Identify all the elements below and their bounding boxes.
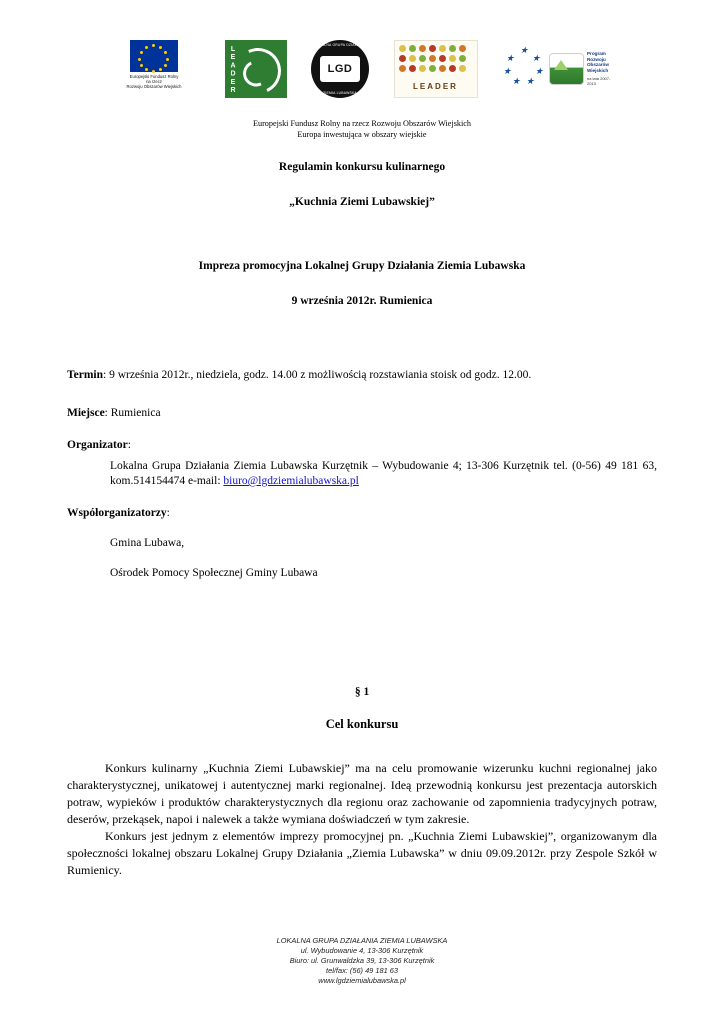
leader-logo: [225, 40, 287, 98]
document-details: [67, 368, 657, 581]
organizer-row: [67, 438, 657, 453]
prow-logo-label: Program Rozwoju Obszarów Wiejskich na lata 2007-2013: [587, 51, 618, 87]
paragraph-2: Konkurs jest jednym z elementów imprezy promocyjnej pn. „Kuchnia Ziemi Lubawskiej”, organizowanym dla społeczności lokalnej obszaru Lokalnej Grupy Działania „Ziemia Lubawska” w dniu 09.09.2012r. przy Zespole Szkół w Rumienicy.: [67, 829, 657, 877]
document-title-block: [0, 160, 724, 308]
prow-logo: [502, 41, 618, 97]
organizer-colon: :: [127, 439, 131, 451]
place-row: [67, 406, 657, 421]
organizer-email-link[interactable]: biuro@lgdziemialubawska.pl: [223, 475, 359, 487]
coorganizer-item-1: Gmina Lubawa,: [110, 537, 185, 549]
footer-line-4: tel/fax: (56) 49 181 63: [326, 966, 398, 975]
footer-line-3: Biuro: ul. Grunwaldzka 39, 13-306 Kurzętnik: [289, 956, 435, 965]
lgd-logo-label: LGD: [320, 56, 360, 82]
page-subtitle: „Kuchnia Ziemi Lubawskiej”: [289, 196, 435, 208]
prow-logo-sublabel: na lata 2007-2013: [586, 75, 611, 87]
event-date-place: 9 września 2012r. Rumienica: [291, 295, 433, 307]
eu-stars-icon: [130, 40, 178, 72]
page-footer: [0, 936, 724, 986]
eu-motto-line-2: Europa inwestująca w obszary wiejskie: [297, 130, 427, 139]
leader-dots-logo: [394, 40, 478, 98]
eu-motto: [0, 118, 724, 140]
footer-line-2: ul. Wybudowanie 4, 13-306 Kurzętnik: [300, 946, 424, 955]
prow-landscape-icon: [549, 53, 584, 85]
organizer-label: Organizator: [67, 439, 128, 451]
eu-efrrow-logo: [108, 40, 200, 98]
coorganizers-label: Współorganizatorzy: [67, 507, 167, 519]
prow-stars-icon: ★ ★ ★ ★ ★ ★ ★: [503, 45, 544, 86]
section-heading: Cel konkursu: [325, 717, 399, 731]
footer-line-5: www.lgdziemialubawska.pl: [318, 976, 406, 985]
coorganizer-item-2: Ośrodek Pomocy Społecznej Gminy Lubawa: [110, 567, 318, 579]
term-value: : 9 września 2012r., niedziela, godz. 14.00 z możliwością rozstawiania stoisk od godz. 12.00.: [103, 369, 532, 381]
leader-dots-label: LEADER: [413, 82, 458, 91]
paragraph-1: Konkurs kulinarny „Kuchnia Ziemi Lubawskiej” ma na celu promowanie wizerunku kuchni regionalnej jako charakterystycznej, unikatowej i autentycznej marki regionalnej. Ideą przewodnią konkursu jest prezentacja autorskich potraw, wypieków i produktów charakterystycznych dla regionu oraz zachowanie od zapomnienia tradycyjnych potraw, deserów, przekąsek, napoi i nalewek a także wymiana doświadczeń w tym zakresie.: [67, 761, 657, 826]
organizer-address: Lokalna Grupa Działania Ziemia Lubawska Kurzętnik – Wybudowanie 4; 13-306 Kurzętnik tel. (0-56) 49 181 63, kom.514154474 e-mail:: [110, 460, 657, 487]
term-label: Termin: [67, 369, 103, 381]
section-block: [0, 685, 724, 732]
place-value: : Rumienica: [104, 407, 161, 419]
place-label: Miejsce: [67, 407, 105, 419]
eu-logo-caption: Europejski Fundusz Rolny na rzecz Rozwoju Obszarów Wiejskich: [126, 74, 182, 90]
term-row: [67, 368, 657, 383]
lgd-stamp-logo: [311, 40, 369, 98]
coorganizers-colon: :: [166, 507, 170, 519]
leader-swirl-icon: [228, 42, 287, 101]
page-title: Regulamin konkursu kulinarnego: [278, 161, 446, 173]
event-title: Impreza promocyjna Lokalnej Grupy Działania Ziemia Lubawska: [198, 260, 526, 272]
footer-line-1: LOKALNA GRUPA DZIAŁANIA ZIEMIA LUBAWSKA: [276, 936, 448, 945]
section-body: [67, 760, 657, 879]
eu-flag-icon: [130, 40, 178, 72]
section-mark: § 1: [354, 686, 370, 698]
leader-logo-label: LEADER: [229, 46, 237, 96]
coorganizers-row: [67, 506, 657, 521]
lgd-ring-bottom-text: ZIEMIA LUBAWSKA: [323, 91, 357, 95]
organizer-details: [110, 459, 657, 489]
lgd-ring-top-text: LOKALNA GRUPA DZIAŁANIA: [314, 43, 366, 47]
logo-strip: [108, 38, 618, 100]
eu-motto-line-1: Europejski Fundusz Rolny na rzecz Rozwoju Obszarów Wiejskich: [252, 119, 472, 128]
